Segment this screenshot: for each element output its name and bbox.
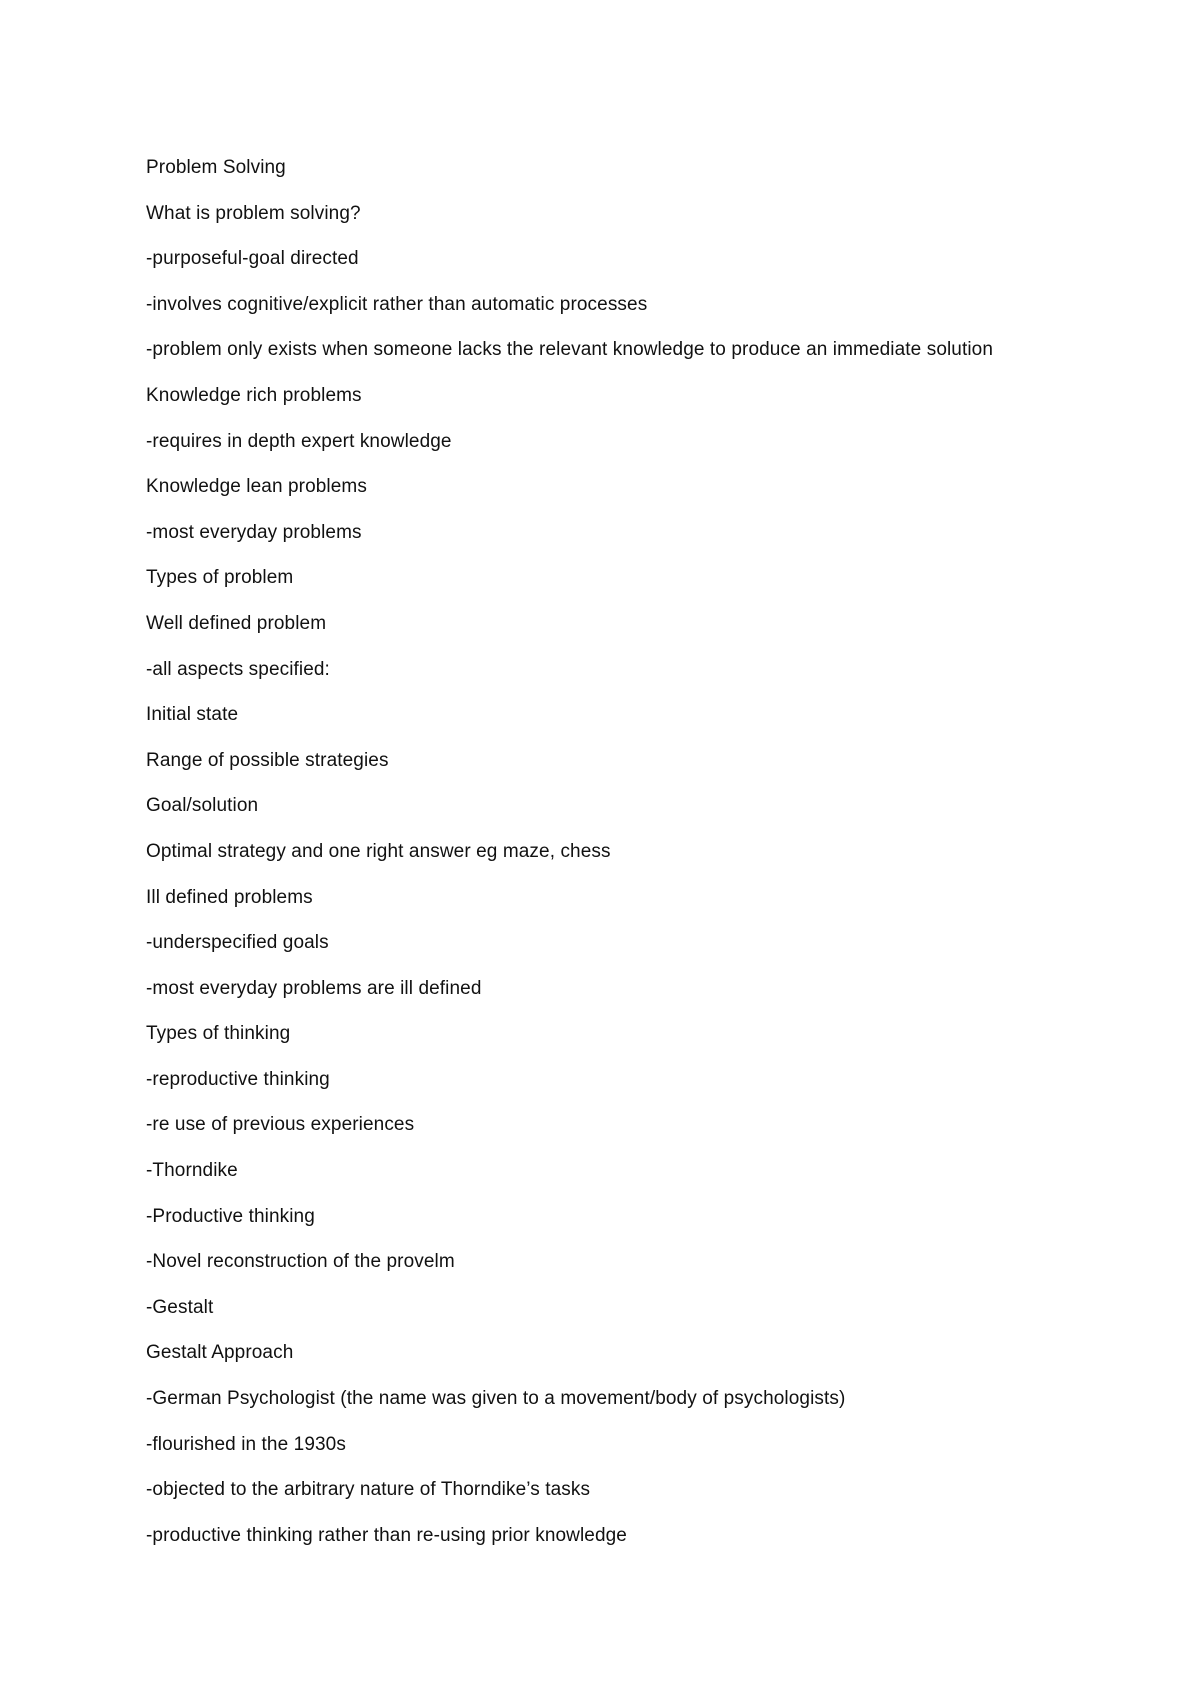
text-line: Optimal strategy and one right answer eg maze, chess [146,840,611,862]
heading-what-is-problem-solving: What is problem solving? [146,202,361,224]
text-line: -Thorndike [146,1160,238,1182]
text-line: -productive thinking rather than re-using prior knowledge [146,1524,627,1546]
text-line: -flourished in the 1930s [146,1433,346,1455]
text-line: -all aspects specified: [146,658,330,680]
text-line: -objected to the arbitrary nature of Thorndike’s tasks [146,1479,591,1501]
text-line: -reproductive thinking [146,1068,330,1090]
text-line: -most everyday problems [146,521,362,543]
text-line: -purposeful-goal directed [146,248,359,270]
text-line: -underspecified goals [146,932,329,954]
text-line: -Gestalt [146,1296,214,1318]
text-line: -requires in depth expert knowledge [146,430,452,452]
text-line: -German Psychologist (the name was given to a movement/body of psychologists) [146,1388,846,1410]
text-line: -Novel reconstruction of the provelm [146,1251,455,1273]
heading-types-of-thinking: Types of thinking [146,1023,291,1045]
heading-knowledge-lean-problems: Knowledge lean problems [146,476,367,498]
heading-well-defined-problem: Well defined problem [146,612,327,634]
text-line: Range of possible strategies [146,749,389,771]
text-line: -most everyday problems are ill defined [146,977,482,999]
heading-ill-defined-problems: Ill defined problems [146,886,313,908]
text-line: -Productive thinking [146,1205,315,1227]
heading-gestalt-approach: Gestalt Approach [146,1342,294,1364]
document-body [146,145,993,1558]
heading-knowledge-rich-problems: Knowledge rich problems [146,384,362,406]
text-line: Initial state [146,704,239,726]
heading-types-of-problem: Types of problem [146,567,294,589]
text-line: -re use of previous experiences [146,1114,415,1136]
text-line: -problem only exists when someone lacks the relevant knowledge to produce an immediate solution [146,339,994,361]
text-line: Goal/solution [146,795,259,817]
text-line: -involves cognitive/explicit rather than automatic processes [146,293,648,315]
title-problem-solving: Problem Solving [146,157,286,178]
